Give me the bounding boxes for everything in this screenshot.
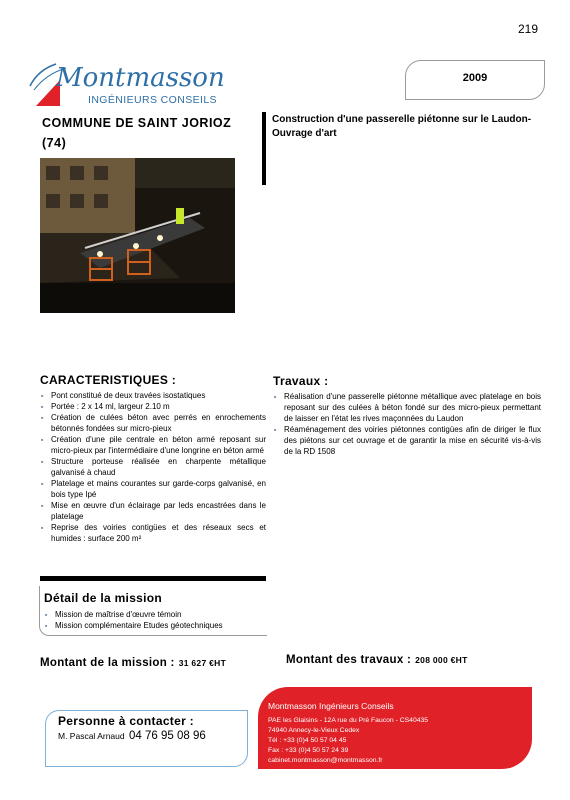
detail-mission-list <box>44 609 262 631</box>
contact-title: Personne à contacter : <box>58 714 194 728</box>
company-phone-line: Tél : +33 (0)4 50 57 04 45 <box>268 737 347 744</box>
list-item: ■ Portée : 2 x 14 ml, largeur 2.10 m <box>40 401 266 412</box>
list-item: ■ Création de culées béton avec perrés en enrochements bétonnés fondées sur micro-pieux <box>40 412 266 434</box>
montant-travaux-label: Montant des travaux : <box>286 654 412 666</box>
company-name: Montmasson Ingénieurs Conseils <box>268 701 394 711</box>
caracteristiques-title: CARACTERISTIQUES : <box>40 373 177 387</box>
company-email-link[interactable]: cabinet.montmasson@montmasson.fr <box>268 757 383 764</box>
page-number: 219 <box>517 22 538 36</box>
montant-mission <box>40 657 226 669</box>
montant-travaux <box>286 654 468 666</box>
company-address-line: PAE les Glaisins - 12A rue du Pré Faucon - CS40435 <box>268 717 429 724</box>
company-address <box>268 716 428 766</box>
list-item: ■ Mise en œuvre d'un éclairage par leds encastrées dans le platelage <box>40 500 266 522</box>
travaux-list <box>273 391 541 457</box>
logo-brand: Montmasson <box>56 63 225 93</box>
travaux-title: Travaux : <box>273 374 329 388</box>
project-title-bar <box>262 112 266 185</box>
list-item: ■ Mission de maîtrise d'œuvre témoin <box>44 609 262 620</box>
montant-mission-label: Montant de la mission : <box>40 657 175 669</box>
list-item: ■ Mission complémentaire Etudes géotechniques <box>44 620 262 631</box>
logo-tagline: INGÉNIEURS CONSEILS <box>88 94 217 106</box>
montant-travaux-value: 208 000 €HT <box>415 655 468 665</box>
montmasson-logo <box>26 56 236 108</box>
list-item: ■ Platelage et mains courantes sur garde-corps galvanisé, en bois type Ipé <box>40 478 266 500</box>
list-item: ■ Reprise des voiries contigües et des réseaux secs et humides : surface 200 m² <box>40 522 266 544</box>
year-box <box>405 60 545 100</box>
company-address-line: 74940 Annecy-le-Vieux Cedex <box>268 727 360 734</box>
project-title: Construction d'une passerelle piétonne sur le Laudon- Ouvrage d'art <box>272 114 532 139</box>
list-item: ■ Pont constitué de deux travées isostatiques <box>40 390 266 401</box>
contact-line <box>58 730 206 742</box>
list-item: ■ Structure porteuse réalisée en charpente métallique galvanisé à chaud <box>40 456 266 478</box>
list-item: ■ Réaménagement des voiries piétonnes contigües afin de diriger le flux des piétons sur cet ouvrage et de garantir la mise en sécurité vis-à-vis de la RD 1508 <box>273 424 541 457</box>
section-divider <box>40 576 266 581</box>
company-fax-line: Fax : +33 (0)4 50 57 24 39 <box>268 747 349 754</box>
caracteristiques-list <box>40 390 266 544</box>
list-item: ■ Réalisation d'une passerelle piétonne métallique avec platelage en bois reposant sur des culées à béton fondé sur des micro-pieux permettant de laisser en l'état les rives maçonnées du Laudon <box>273 391 541 424</box>
contact-phone: 04 76 95 08 96 <box>129 730 206 742</box>
client-name: COMMUNE DE SAINT JORIOZ (74) <box>42 116 232 150</box>
list-item: ■ Création d'une pile centrale en béton armé reposant sur micro-pieux par l'intermédiaire d'une longrine en béton armé <box>40 434 266 456</box>
contact-name: M. Pascal Arnaud <box>58 731 125 741</box>
montant-mission-value: 31 627 €HT <box>178 658 227 668</box>
project-year: 2009 <box>462 72 488 84</box>
detail-mission-title: Détail de la mission <box>44 591 163 605</box>
project-photo <box>40 158 235 313</box>
